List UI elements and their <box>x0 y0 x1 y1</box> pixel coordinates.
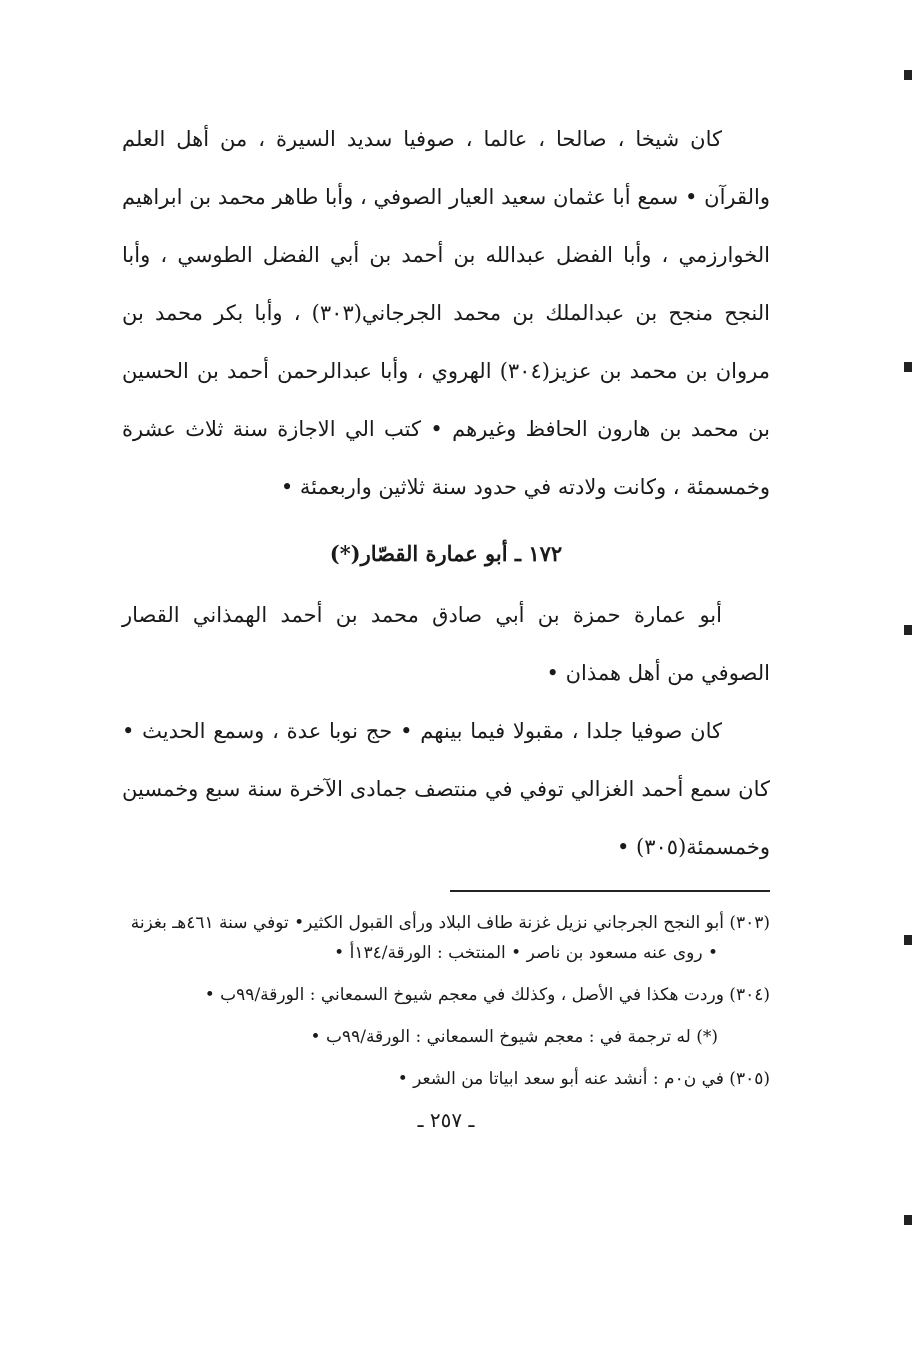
entry-171-paragraph: كان شيخا ، صالحا ، عالما ، صوفيا سديد السيرة ، من أهل العلم والقرآن • سمع أبا عثمان سعيد العيار الصوفي ، وأبا طاهر محمد بن ابراهيم الخوارزمي ، وأبا الفضل عبدالله بن أحمد بن أبي الفضل الطوسي ، وأبا النجح منجح بن عبدالملك بن محمد الجرجاني(٣٠٣) ، وأبا بكر محمد بن مروان بن محمد بن عزيز(٣٠٤) الهروي ، وأبا عبدالرحمن أحمد بن الحسين بن محمد بن هارون الحافظ وغيرهم • كتب الي الاجازة سنة ثلاث عشرة وخمسمئة ، وكانت ولادته في حدود سنة ثلاثين واربعمئة • <box>122 127 770 499</box>
footnotes <box>122 908 770 1094</box>
footnote-star: (*) له ترجمة في : معجم شيوخ السمعاني : الورقة/٩٩ب • <box>310 1027 718 1047</box>
scan-edge-mark <box>904 1215 912 1225</box>
page-body <box>122 110 770 1132</box>
scan-edge-mark <box>904 625 912 635</box>
page-number: ـ ٢٥٧ ـ <box>417 1108 475 1132</box>
entry-172-paragraph-1: أبو عمارة حمزة بن أبي صادق محمد بن أحمد الهمذاني القصار الصوفي من أهل همذان • <box>122 603 770 685</box>
footnote-305: (٣٠٥) في ن٠م : أنشد عنه أبو سعد ابياتا من الشعر • <box>397 1069 770 1089</box>
entry-172-heading: ١٧٢ ـ أبو عمارة القصّار(*) <box>329 541 563 566</box>
scan-edge-mark <box>904 362 912 372</box>
scan-edge-mark <box>904 70 912 80</box>
entry-172-paragraph-2: كان صوفيا جلدا ، مقبولا فيما بينهم • حج نوبا عدة ، وسمع الحديث • كان سمع أحمد الغزالي توفي في منتصف جمادى الآخرة سنة سبع وخمسين وخمسمئة(٣٠٥) • <box>122 719 770 859</box>
scan-edge-mark <box>904 935 912 945</box>
footnote-separator <box>450 890 770 892</box>
footnote-304: (٣٠٤) وردت هكذا في الأصل ، وكذلك في معجم شيوخ السمعاني : الورقة/٩٩ب • <box>204 985 770 1005</box>
footnote-303: (٣٠٣) أبو النجح الجرجاني نزيل غزنة طاف البلاد ورأى القبول الكثير• توفي سنة ٤٦١هـ بغزنة • روى عنه مسعود بن ناصر • المنتخب : الورقة/١٣٤أ • <box>130 913 770 963</box>
